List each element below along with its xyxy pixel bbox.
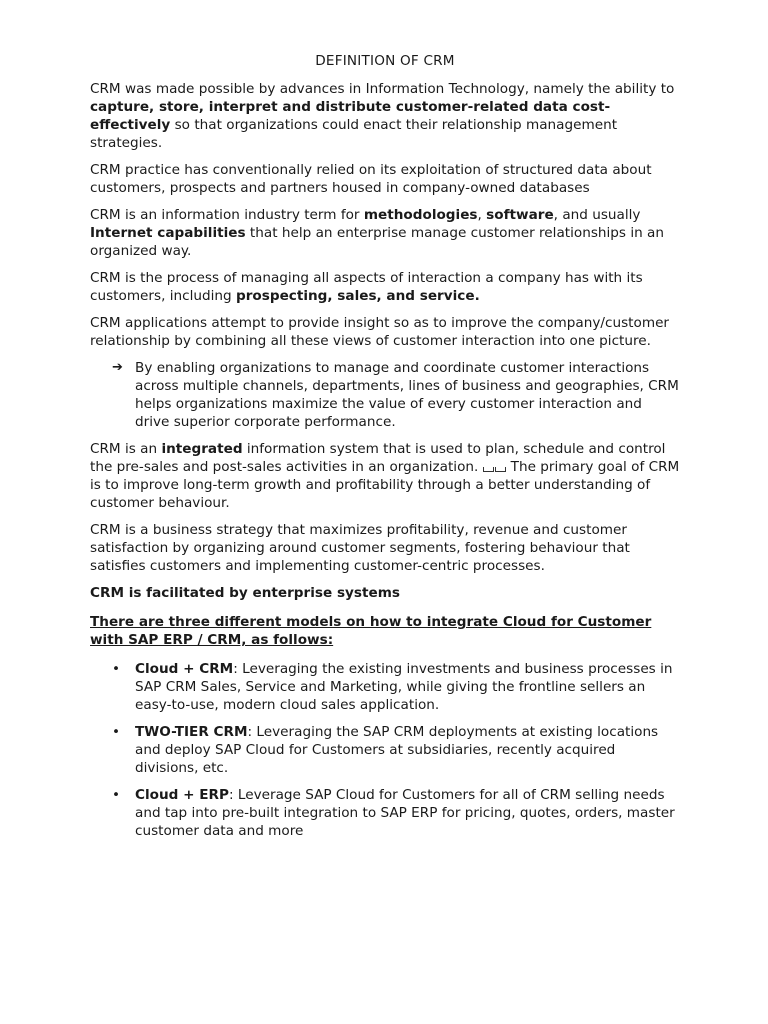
model-term: TWO-TIER CRM (135, 724, 248, 740)
list-item (90, 723, 680, 777)
right-arrow-icon: ➔ (112, 360, 123, 375)
model-term: Cloud + CRM (135, 661, 234, 677)
paragraph-process: CRM is the process of managing all aspects of interaction a company has with its customers, including prospecting, sales, and service. (90, 270, 643, 304)
paragraph-industry-term: CRM is an information industry term for methodologies, software, and usually Internet capabilities that help an enterprise manage customer relationships in an organized way. (90, 207, 664, 259)
models-list (90, 660, 680, 840)
list-item (90, 786, 680, 840)
model-desc: : Leveraging the SAP CRM deployments at existing locations and deploy SAP Cloud for Customers at subsidiaries, recently acquired divisions, etc. (135, 724, 659, 776)
paragraph-business-strategy: CRM is a business strategy that maximizes profitability, revenue and customer satisfaction by organizing around customer segments, fostering behaviour that satisfies customers and implementing customer-centric processes. (90, 522, 630, 574)
heading-three-models: There are three different models on how to integrate Cloud for Customer with SAP ERP / CRM, as follows: (90, 614, 652, 648)
paragraph-integrated: CRM is an integrated information system that is used to plan, schedule and control the pre-sales and post-sales activities in an organization. The primary goal of CRM is to improve long-term growth and profitability through a better understanding of customer behaviour. (90, 441, 680, 511)
document-title: DEFINITION OF CRM (315, 53, 455, 69)
paragraph-it-advances: CRM was made possible by advances in Information Technology, namely the ability to capture, store, interpret and distribute customer-related data cost-effectively so that organizations could enact their relationship management strategies. (90, 81, 675, 151)
arrow-list-text: By enabling organizations to manage and coordinate customer interactions across multiple channels, departments, lines of business and geographies, CRM helps organizations maximize the value of every customer interaction and drive superior corporate performance. (135, 360, 679, 430)
inline-box-marks-icon (478, 461, 506, 471)
bullet-icon: • (112, 787, 121, 803)
paragraph-structured-data: CRM practice has conventionally relied on its exploitation of structured data about customers, prospects and partners housed in company-owned databases (90, 162, 652, 196)
model-desc: : Leveraging the existing investments and business processes in SAP CRM Sales, Service and Marketing, while giving the frontline sellers an easy-to-use, modern cloud sales application. (135, 661, 673, 713)
bold-prospecting: prospecting, sales, and service. (235, 288, 480, 304)
model-term: Cloud + ERP (135, 787, 229, 803)
bold-internet-capabilities: Internet capabilities (90, 225, 246, 241)
model-desc: : Leverage SAP Cloud for Customers for all of CRM selling needs and tap into pre-built integration to SAP ERP for pricing, quotes, orders, master customer data and more (135, 787, 675, 839)
bold-capture-store: capture, store, interpret and distribute customer-related data cost-effectively (90, 99, 611, 133)
heading-enterprise-systems: CRM is facilitated by enterprise systems (90, 585, 400, 601)
bold-methodologies: methodologies (363, 207, 478, 223)
bold-integrated: integrated (161, 441, 243, 457)
arrow-list-item (90, 359, 680, 431)
paragraph-applications: CRM applications attempt to provide insight so as to improve the company/customer relationship by combining all these views of customer interaction into one picture. (90, 315, 670, 349)
bullet-icon: • (112, 661, 121, 677)
list-item (90, 660, 680, 714)
bullet-icon: • (112, 724, 121, 740)
bold-software: software (486, 207, 554, 223)
